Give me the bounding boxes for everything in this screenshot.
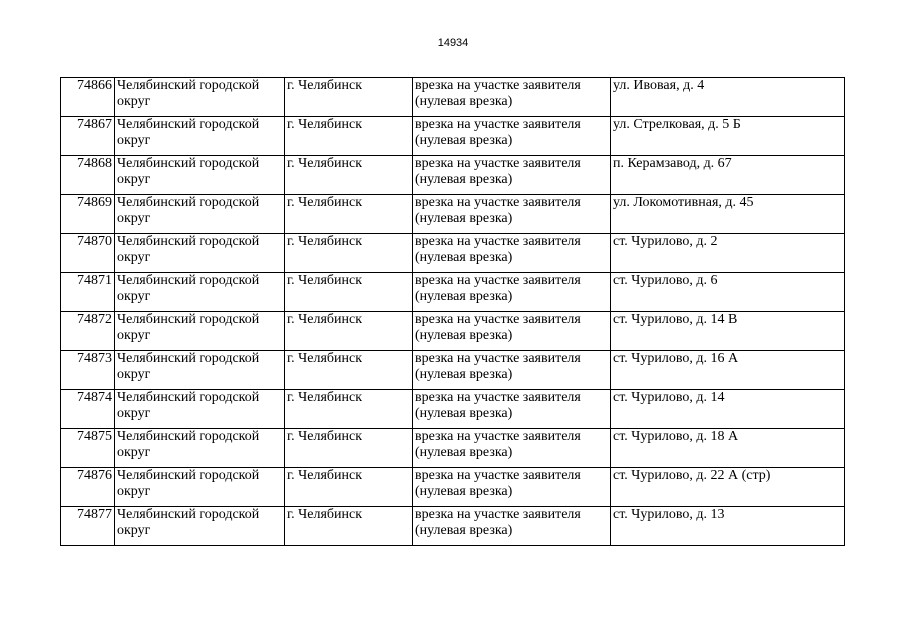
table-row (61, 117, 845, 156)
row-number-cell (61, 390, 115, 429)
district-text: округ (117, 445, 151, 460)
city-cell (285, 195, 413, 234)
district-text: Челябинский городской (117, 195, 260, 210)
address-text: ул. Стрелковая, д. 5 Б (613, 117, 741, 132)
row-number-text: 74866 (77, 78, 112, 93)
row-number-cell (61, 351, 115, 390)
row-number-text: 74871 (77, 273, 112, 288)
city-text: г. Челябинск (287, 273, 363, 288)
address-cell (611, 429, 845, 468)
row-number-text: 74872 (77, 312, 112, 327)
district-text: Челябинский городской (117, 78, 260, 93)
city-text: г. Челябинск (287, 429, 363, 444)
district-cell (115, 312, 285, 351)
address-text: ст. Чурилово, д. 14 В (613, 312, 738, 327)
address-text: ст. Чурилово, д. 6 (613, 273, 718, 288)
connection-type-text: врезка на участке заявителя (415, 78, 581, 93)
address-text: ст. Чурилово, д. 13 (613, 507, 725, 522)
connection-type-text: (нулевая врезка) (415, 211, 513, 226)
district-text: округ (117, 289, 151, 304)
city-text: г. Челябинск (287, 195, 363, 210)
table-row (61, 312, 845, 351)
connection-type-text: врезка на участке заявителя (415, 351, 581, 366)
connection-type-text: (нулевая врезка) (415, 406, 513, 421)
row-number-text: 74873 (77, 351, 112, 366)
district-text: округ (117, 406, 151, 421)
connection-type-cell (413, 156, 611, 195)
district-text: Челябинский городской (117, 468, 260, 483)
district-text: Челябинский городской (117, 312, 260, 327)
district-text: Челябинский городской (117, 117, 260, 132)
connection-type-cell (413, 234, 611, 273)
address-text: ул. Ивовая, д. 4 (613, 78, 705, 93)
connection-type-cell (413, 78, 611, 117)
address-text: ул. Локомотивная, д. 45 (613, 195, 754, 210)
connection-type-text: (нулевая врезка) (415, 94, 513, 109)
row-number-cell (61, 429, 115, 468)
registry-table-body (61, 78, 845, 546)
city-cell (285, 156, 413, 195)
address-cell (611, 117, 845, 156)
district-text: округ (117, 484, 151, 499)
row-number-text: 74867 (77, 117, 112, 132)
connection-type-text: врезка на участке заявителя (415, 390, 581, 405)
district-cell (115, 507, 285, 546)
address-cell (611, 312, 845, 351)
city-text: г. Челябинск (287, 234, 363, 249)
connection-type-cell (413, 429, 611, 468)
row-number-cell (61, 195, 115, 234)
address-cell (611, 507, 845, 546)
row-number-text: 74877 (77, 507, 112, 522)
row-number-text: 74876 (77, 468, 112, 483)
address-cell (611, 195, 845, 234)
city-text: г. Челябинск (287, 156, 363, 171)
district-cell (115, 78, 285, 117)
city-text: г. Челябинск (287, 507, 363, 522)
connection-type-text: (нулевая врезка) (415, 367, 513, 382)
district-text: Челябинский городской (117, 234, 260, 249)
connection-type-text: (нулевая врезка) (415, 250, 513, 265)
connection-type-text: (нулевая врезка) (415, 445, 513, 460)
address-text: ст. Чурилово, д. 14 (613, 390, 725, 405)
district-cell (115, 429, 285, 468)
connection-type-text: врезка на участке заявителя (415, 117, 581, 132)
city-text: г. Челябинск (287, 78, 363, 93)
address-text: ст. Чурилово, д. 22 А (стр) (613, 468, 771, 483)
address-cell (611, 234, 845, 273)
district-text: округ (117, 523, 151, 538)
address-cell (611, 351, 845, 390)
address-cell (611, 390, 845, 429)
connection-type-text: (нулевая врезка) (415, 484, 513, 499)
address-text: п. Керамзавод, д. 67 (613, 156, 732, 171)
city-text: г. Челябинск (287, 312, 363, 327)
row-number-cell (61, 234, 115, 273)
district-text: Челябинский городской (117, 507, 260, 522)
connection-type-cell (413, 351, 611, 390)
connection-type-text: врезка на участке заявителя (415, 273, 581, 288)
city-cell (285, 507, 413, 546)
district-text: Челябинский городской (117, 351, 260, 366)
table-row (61, 507, 845, 546)
district-cell (115, 156, 285, 195)
table-row (61, 351, 845, 390)
address-cell (611, 156, 845, 195)
district-text: округ (117, 250, 151, 265)
city-cell (285, 390, 413, 429)
row-number-text: 74870 (77, 234, 112, 249)
connection-type-text: (нулевая врезка) (415, 289, 513, 304)
connection-type-text: врезка на участке заявителя (415, 312, 581, 327)
connection-type-cell (413, 273, 611, 312)
connection-type-text: врезка на участке заявителя (415, 156, 581, 171)
connection-type-text: врезка на участке заявителя (415, 234, 581, 249)
district-cell (115, 390, 285, 429)
row-number-cell (61, 312, 115, 351)
connection-type-cell (413, 468, 611, 507)
table-row (61, 468, 845, 507)
row-number-cell (61, 468, 115, 507)
district-cell (115, 351, 285, 390)
city-cell (285, 468, 413, 507)
city-cell (285, 273, 413, 312)
table-row (61, 156, 845, 195)
district-text: округ (117, 94, 151, 109)
city-text: г. Челябинск (287, 390, 363, 405)
address-cell (611, 78, 845, 117)
row-number-cell (61, 117, 115, 156)
table-row (61, 78, 845, 117)
connection-type-cell (413, 507, 611, 546)
table-row (61, 234, 845, 273)
city-text: г. Челябинск (287, 468, 363, 483)
district-cell (115, 468, 285, 507)
row-number-cell (61, 156, 115, 195)
row-number-text: 74874 (77, 390, 112, 405)
page-number: 14934 (437, 37, 469, 49)
row-number-text: 74869 (77, 195, 112, 210)
row-number-text: 74868 (77, 156, 112, 171)
connection-type-text: (нулевая врезка) (415, 133, 513, 148)
connection-type-text: врезка на участке заявителя (415, 429, 581, 444)
registry-table (60, 77, 845, 546)
connection-type-text: (нулевая врезка) (415, 328, 513, 343)
connection-type-text: (нулевая врезка) (415, 523, 513, 538)
district-text: округ (117, 211, 151, 226)
city-text: г. Челябинск (287, 351, 363, 366)
row-number-cell (61, 273, 115, 312)
district-text: Челябинский городской (117, 156, 260, 171)
address-cell (611, 468, 845, 507)
district-cell (115, 195, 285, 234)
district-text: Челябинский городской (117, 429, 260, 444)
row-number-cell (61, 78, 115, 117)
district-text: округ (117, 133, 151, 148)
city-cell (285, 78, 413, 117)
city-cell (285, 351, 413, 390)
connection-type-cell (413, 117, 611, 156)
connection-type-text: врезка на участке заявителя (415, 195, 581, 210)
table-row (61, 273, 845, 312)
city-cell (285, 117, 413, 156)
district-cell (115, 234, 285, 273)
connection-type-cell (413, 195, 611, 234)
city-cell (285, 429, 413, 468)
connection-type-text: врезка на участке заявителя (415, 507, 581, 522)
district-text: округ (117, 328, 151, 343)
address-text: ст. Чурилово, д. 16 А (613, 351, 739, 366)
address-cell (611, 273, 845, 312)
district-text: Челябинский городской (117, 273, 260, 288)
district-cell (115, 117, 285, 156)
row-number-text: 74875 (77, 429, 112, 444)
connection-type-cell (413, 312, 611, 351)
connection-type-text: (нулевая врезка) (415, 172, 513, 187)
connection-type-cell (413, 390, 611, 429)
district-cell (115, 273, 285, 312)
connection-type-text: врезка на участке заявителя (415, 468, 581, 483)
district-text: Челябинский городской (117, 390, 260, 405)
address-text: ст. Чурилово, д. 18 А (613, 429, 739, 444)
city-text: г. Челябинск (287, 117, 363, 132)
table-row (61, 195, 845, 234)
district-text: округ (117, 367, 151, 382)
row-number-cell (61, 507, 115, 546)
address-text: ст. Чурилово, д. 2 (613, 234, 718, 249)
table-row (61, 390, 845, 429)
district-text: округ (117, 172, 151, 187)
table-row (61, 429, 845, 468)
city-cell (285, 312, 413, 351)
city-cell (285, 234, 413, 273)
